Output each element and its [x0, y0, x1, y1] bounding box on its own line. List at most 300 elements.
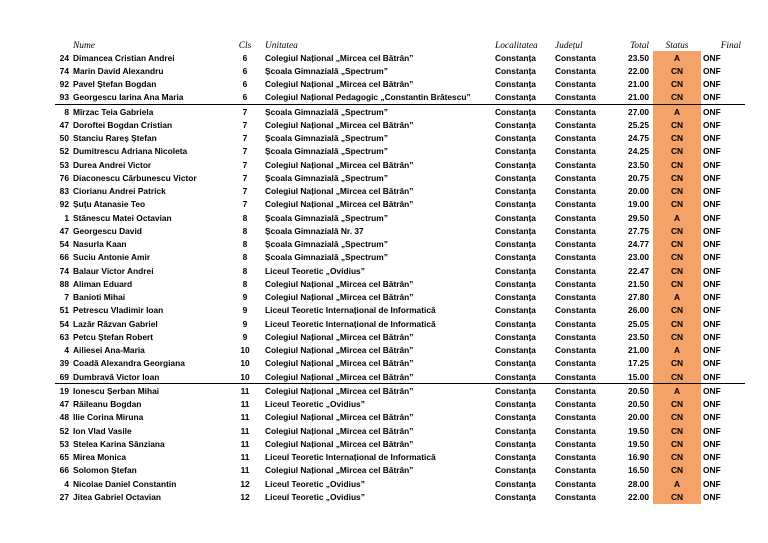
final-cell: ONF	[703, 371, 721, 382]
table-row	[55, 264, 745, 277]
status-badge: CN	[653, 264, 701, 277]
school-cell: Școala Gimnazială Nr. 37	[265, 225, 364, 236]
table-row	[55, 132, 745, 145]
final-cell: ONF	[703, 119, 721, 130]
name-cell: Răileanu Bogdan	[73, 399, 142, 410]
total-cell: 23.50	[628, 331, 649, 342]
name-cell: Georgescu David	[73, 225, 142, 236]
rank-cell: 27	[59, 491, 69, 502]
status-badge: CN	[653, 464, 701, 477]
rank-cell: 4	[64, 478, 69, 489]
name-cell: Șuțu Atanasie Teo	[73, 199, 146, 210]
school-cell: Liceul Teoretic „Ovidius”	[265, 399, 365, 410]
total-cell: 21.50	[628, 278, 649, 289]
rank-cell: 54	[59, 318, 69, 329]
locality-cell: Constanța	[495, 79, 536, 90]
class-cell: 7	[242, 159, 248, 170]
name-cell: Solomon Ștefan	[73, 465, 137, 476]
school-cell: Liceul Teoretic Internațional de Informatică	[265, 318, 436, 329]
locality-cell: Constanța	[495, 345, 536, 356]
school-cell: Colegiul Național „Mircea cel Bătrân”	[265, 186, 414, 197]
status-badge: A	[653, 51, 701, 64]
name-cell: Durea Andrei Victor	[73, 159, 152, 170]
rank-cell: 4	[64, 345, 69, 356]
county-cell: Constanta	[555, 318, 596, 329]
name-cell: Marin David Alexandru	[73, 65, 164, 76]
total-cell: 23.50	[628, 159, 649, 170]
table-row	[55, 158, 745, 171]
class-cell: 10	[240, 371, 250, 382]
county-cell: Constanta	[555, 358, 596, 369]
rank-cell: 51	[59, 305, 69, 316]
status-badge: CN	[653, 238, 701, 251]
class-cell: 11	[240, 412, 250, 423]
status-badge: CN	[653, 198, 701, 211]
total-cell: 24.75	[628, 133, 649, 144]
school-cell: Colegiul Național Pedagogic „Constantin Brătescu”	[265, 92, 471, 103]
final-cell: ONF	[703, 358, 721, 369]
status-badge: CN	[653, 330, 701, 343]
name-cell: Suciu Antonie Amir	[73, 252, 151, 263]
class-cell: 6	[242, 92, 248, 103]
table-row	[55, 64, 745, 77]
table-row	[55, 211, 745, 224]
final-cell: ONF	[703, 491, 721, 502]
final-cell: ONF	[703, 225, 721, 236]
class-cell: 7	[242, 146, 248, 157]
locality-cell: Constanța	[495, 225, 536, 236]
class-cell: 8	[242, 278, 248, 289]
class-cell: 9	[242, 305, 248, 316]
results-body	[55, 51, 745, 504]
rank-cell: 53	[59, 438, 69, 449]
name-cell: Coadă Alexandra Georgiana	[73, 358, 185, 369]
class-cell: 11	[240, 452, 250, 463]
table-row	[55, 51, 745, 64]
name-cell: Petrescu Vladimir Ioan	[73, 305, 164, 316]
locality-cell: Constanța	[495, 438, 536, 449]
rank-cell: 54	[59, 239, 69, 250]
name-cell: Ion Vlad Vasile	[73, 425, 132, 436]
county-cell: Constanta	[555, 212, 596, 223]
class-cell: 11	[225, 384, 265, 398]
school-cell: Școala Gimnazială „Spectrum”	[265, 146, 388, 157]
rank-cell: 66	[59, 252, 69, 263]
school-cell: Colegiul Național „Mircea cel Bătrân”	[265, 425, 414, 436]
county-cell: Constanta	[555, 491, 596, 502]
total-cell: 22.00	[628, 491, 649, 502]
table-row	[55, 291, 745, 304]
total-cell: 16.90	[628, 452, 649, 463]
locality-cell: Constanța	[495, 425, 536, 436]
locality-cell: Constanța	[495, 172, 536, 183]
county-cell: Constanta	[555, 412, 596, 423]
class-cell: 7	[242, 172, 248, 183]
rank-cell: 92	[59, 79, 69, 90]
table-row	[55, 451, 745, 464]
final-cell: ONF	[703, 133, 721, 144]
county-cell: Constanta	[555, 199, 596, 210]
total-cell: 20.50	[617, 384, 653, 398]
table-row	[55, 490, 745, 503]
school-cell: Colegiul Național „Mircea cel Bătrân”	[265, 292, 414, 303]
final-cell: ONF	[703, 146, 721, 157]
header-row	[55, 39, 745, 51]
rank-cell: 92	[59, 199, 69, 210]
status-badge: CN	[653, 91, 701, 105]
total-cell: 20.00	[628, 186, 649, 197]
name-cell: Pavel Ștefan Bogdan	[73, 79, 157, 90]
school-cell: Colegiul Național „Mircea cel Bătrân”	[265, 438, 414, 449]
name-cell: Dimancea Cristian Andrei	[73, 52, 175, 63]
county-cell: Constanta	[555, 331, 596, 342]
county-cell: Constanta	[555, 159, 596, 170]
name-cell: Doroftei Bogdan Cristian	[73, 119, 173, 130]
county-cell: Constanta	[555, 278, 596, 289]
final-cell: ONF	[701, 105, 745, 119]
rank-cell: 39	[59, 358, 69, 369]
status-badge: CN	[653, 64, 701, 77]
rank-cell: 74	[59, 265, 69, 276]
total-cell: 22.00	[628, 65, 649, 76]
school-cell: Colegiul Național „Mircea cel Bătrân”	[265, 384, 495, 398]
header-final: Final	[720, 41, 741, 51]
status-badge: CN	[653, 424, 701, 437]
school-cell: Colegiul Național „Mircea cel Bătrân”	[265, 199, 414, 210]
header-cls: Cls	[238, 41, 252, 51]
table-row	[55, 251, 745, 264]
locality-cell: Constanța	[495, 331, 536, 342]
final-cell: ONF	[701, 384, 745, 398]
county-cell: Constanta	[555, 133, 596, 144]
rank-cell: 52	[59, 146, 69, 157]
school-cell: Liceul Teoretic „Ovidius”	[265, 265, 365, 276]
rank-cell: 63	[59, 331, 69, 342]
final-cell: ONF	[703, 345, 721, 356]
final-cell: ONF	[703, 186, 721, 197]
school-cell: Colegiul Național „Mircea cel Bătrân”	[265, 119, 414, 130]
table-row	[55, 198, 745, 211]
status-badge: A	[653, 384, 701, 398]
final-cell: ONF	[703, 478, 721, 489]
rank-cell: 47	[59, 119, 69, 130]
locality-cell: Constanța	[495, 371, 536, 382]
final-cell: ONF	[703, 199, 721, 210]
locality-cell: Constanța	[495, 278, 536, 289]
table-row	[55, 145, 745, 158]
rank-cell: 83	[59, 186, 69, 197]
county-cell: Constanta	[555, 92, 596, 103]
name-cell: Ailiesei Ana-Maria	[73, 345, 145, 356]
class-cell: 9	[242, 318, 248, 329]
total-cell: 25.25	[628, 119, 649, 130]
name-cell: Diaconescu Cărbunescu Victor	[73, 172, 197, 183]
table-row	[55, 357, 745, 370]
table-row	[55, 304, 745, 317]
locality-cell: Constanța	[495, 452, 536, 463]
school-cell: Liceul Teoretic Internațional de Informatică	[265, 452, 436, 463]
locality-cell: Constanța	[495, 92, 536, 103]
county-cell: Constanta	[555, 239, 596, 250]
total-cell: 23.50	[628, 52, 649, 63]
locality-cell: Constanța	[495, 65, 536, 76]
total-cell: 29.50	[628, 212, 649, 223]
rank-cell: 66	[59, 465, 69, 476]
status-badge: CN	[653, 132, 701, 145]
status-badge: CN	[653, 437, 701, 450]
class-cell: 8	[242, 239, 248, 250]
locality-cell: Constanța	[495, 186, 536, 197]
table-row	[55, 424, 745, 437]
final-cell: ONF	[703, 452, 721, 463]
total-cell: 24.77	[628, 239, 649, 250]
class-cell: 8	[242, 252, 248, 263]
locality-cell: Constanța	[495, 465, 536, 476]
rank-cell: 65	[59, 452, 69, 463]
locality-cell: Constanța	[495, 146, 536, 157]
locality-cell: Constanța	[495, 133, 536, 144]
school-cell: Școala Gimnazială „Spectrum”	[265, 133, 388, 144]
school-cell: Școala Gimnazială „Spectrum”	[265, 252, 388, 263]
county-cell: Constanta	[555, 478, 596, 489]
class-cell: 10	[240, 345, 250, 356]
county-cell: Constanta	[555, 452, 596, 463]
table-row	[55, 118, 745, 131]
final-cell: ONF	[703, 412, 721, 423]
status-badge: CN	[653, 251, 701, 264]
school-cell: Colegiul Național „Mircea cel Bătrân”	[265, 331, 414, 342]
class-cell: 11	[240, 438, 250, 449]
county-cell: Constanta	[555, 146, 596, 157]
status-badge: A	[653, 105, 701, 119]
locality-cell: Constanța	[495, 318, 536, 329]
final-cell: ONF	[703, 172, 721, 183]
table-row	[55, 330, 745, 343]
rank-cell: 93	[59, 92, 69, 103]
status-badge: CN	[653, 317, 701, 330]
school-cell: Colegiul Național „Mircea cel Bătrân”	[265, 278, 414, 289]
total-cell: 16.50	[628, 465, 649, 476]
class-cell: 7	[242, 199, 248, 210]
total-cell: 19.00	[628, 199, 649, 210]
rank-cell: 48	[59, 412, 69, 423]
final-cell: ONF	[703, 52, 721, 63]
county-cell: Constanta	[555, 225, 596, 236]
county-cell: Constanta	[555, 305, 596, 316]
locality-cell: Constanța	[495, 292, 536, 303]
class-cell: 7	[225, 105, 265, 119]
county-cell: Constanta	[555, 172, 596, 183]
final-cell: ONF	[703, 265, 721, 276]
name-cell: Nasurla Kaan	[73, 239, 127, 250]
total-cell: 15.00	[628, 371, 649, 382]
name-cell: Ionescu Șerban Mihai	[73, 384, 225, 398]
status-badge: A	[653, 211, 701, 224]
final-cell: ONF	[703, 318, 721, 329]
name-cell: Mirea Monica	[73, 452, 127, 463]
name-cell: Balaur Victor Andrei	[73, 265, 154, 276]
locality-cell: Constanța	[495, 52, 536, 63]
final-cell: ONF	[703, 239, 721, 250]
class-cell: 7	[242, 186, 248, 197]
school-cell: Școala Gimnazială „Spectrum”	[265, 172, 388, 183]
table-row	[55, 105, 745, 119]
table-row	[55, 384, 745, 398]
status-badge: A	[653, 477, 701, 490]
final-cell: ONF	[703, 79, 721, 90]
final-cell: ONF	[703, 252, 721, 263]
table-row	[55, 277, 745, 290]
class-cell: 6	[242, 79, 248, 90]
name-cell: Mîrzac Teia Gabriela	[73, 105, 225, 119]
table-row	[55, 411, 745, 424]
school-cell: Colegiul Național „Mircea cel Bătrân”	[265, 159, 414, 170]
class-cell: 8	[242, 265, 248, 276]
total-cell: 25.05	[628, 318, 649, 329]
table-row	[55, 224, 745, 237]
total-cell: 19.50	[628, 425, 649, 436]
class-cell: 6	[242, 52, 248, 63]
status-badge: CN	[653, 185, 701, 198]
total-cell: 22.47	[628, 265, 649, 276]
total-cell: 20.00	[628, 412, 649, 423]
header-total: Total	[630, 41, 649, 51]
final-cell: ONF	[703, 438, 721, 449]
table-row	[55, 91, 745, 105]
total-cell: 27.00	[617, 105, 653, 119]
school-cell: Colegiul Național „Mircea cel Bătrân”	[265, 465, 414, 476]
name-cell: Banioti Mihai	[73, 292, 126, 303]
county-cell: Constanta	[555, 52, 596, 63]
county-cell: Constanta	[555, 186, 596, 197]
class-cell: 11	[240, 465, 250, 476]
table-row	[55, 398, 745, 411]
table-row	[55, 185, 745, 198]
rank-cell: 88	[59, 278, 69, 289]
final-cell: ONF	[703, 278, 721, 289]
school-cell: Școala Gimnazială „Spectrum”	[265, 105, 495, 119]
status-badge: A	[653, 344, 701, 357]
school-cell: Colegiul Național „Mircea cel Bătrân”	[265, 371, 414, 382]
status-badge: CN	[653, 277, 701, 290]
total-cell: 27.80	[628, 292, 649, 303]
final-cell: ONF	[703, 65, 721, 76]
school-cell: Colegiul Național „Mircea cel Bătrân”	[265, 345, 414, 356]
locality-cell: Constanța	[495, 412, 536, 423]
class-cell: 10	[240, 358, 250, 369]
status-badge: CN	[653, 411, 701, 424]
locality-cell: Constanța	[495, 399, 536, 410]
name-cell: Jitea Gabriel Octavian	[73, 491, 161, 502]
status-badge: CN	[653, 357, 701, 370]
final-cell: ONF	[703, 305, 721, 316]
rank-cell: 47	[59, 399, 69, 410]
total-cell: 27.75	[628, 225, 649, 236]
locality-cell: Constanța	[495, 305, 536, 316]
header-rank	[55, 39, 73, 51]
status-badge: A	[653, 291, 701, 304]
school-cell: Școala Gimnazială „Spectrum”	[265, 65, 388, 76]
table-row	[55, 238, 745, 251]
total-cell: 17.25	[628, 358, 649, 369]
class-cell: 7	[242, 119, 248, 130]
school-cell: Colegiul Național „Mircea cel Bătrân”	[265, 412, 414, 423]
school-cell: Colegiul Național „Mircea cel Bătrân”	[265, 52, 414, 63]
class-cell: 12	[240, 478, 250, 489]
final-cell: ONF	[703, 159, 721, 170]
county-cell: Constanta	[555, 119, 596, 130]
school-cell: Colegiul Național „Mircea cel Bătrân”	[265, 79, 414, 90]
name-cell: Aliman Eduard	[73, 278, 133, 289]
county-cell: Constanta	[555, 465, 596, 476]
class-cell: 12	[240, 491, 250, 502]
class-cell: 9	[242, 331, 248, 342]
class-cell: 8	[242, 212, 248, 223]
rank-cell: 52	[59, 425, 69, 436]
class-cell: 11	[240, 399, 250, 410]
header-localitatea: Localitatea	[495, 41, 538, 51]
final-cell: ONF	[703, 331, 721, 342]
locality-cell: Constanța	[495, 159, 536, 170]
table-row	[55, 317, 745, 330]
county-cell: Constanta	[555, 65, 596, 76]
table-row	[55, 477, 745, 490]
name-cell: Stănescu Matei Octavian	[73, 212, 172, 223]
locality-cell: Constanța	[495, 252, 536, 263]
name-cell: Nicolae Daniel Constantin	[73, 478, 177, 489]
final-cell: ONF	[703, 399, 721, 410]
locality-cell: Constanța	[495, 119, 536, 130]
name-cell: Petcu Ștefan Robert	[73, 331, 154, 342]
status-badge: CN	[653, 304, 701, 317]
rank-cell: 76	[59, 172, 69, 183]
table-row	[55, 344, 745, 357]
class-cell: 9	[242, 292, 248, 303]
status-badge: CN	[653, 171, 701, 184]
class-cell: 8	[242, 225, 248, 236]
locality-cell: Constanța	[495, 384, 555, 398]
school-cell: Liceul Teoretic „Ovidius”	[265, 491, 365, 502]
county-cell: Constanta	[555, 252, 596, 263]
class-cell: 7	[242, 133, 248, 144]
rank-cell: 19	[55, 384, 73, 398]
total-cell: 26.00	[628, 305, 649, 316]
name-cell: Georgescu Iarina Ana Maria	[73, 92, 184, 103]
class-cell: 6	[242, 65, 248, 76]
total-cell: 20.50	[628, 399, 649, 410]
county-cell: Constanta	[555, 384, 617, 398]
results-table	[55, 39, 745, 504]
table-row	[55, 78, 745, 91]
rank-cell: 7	[64, 292, 69, 303]
table-row	[55, 370, 745, 384]
final-cell: ONF	[703, 212, 721, 223]
final-cell: ONF	[703, 465, 721, 476]
total-cell: 21.00	[628, 92, 649, 103]
status-badge: CN	[653, 224, 701, 237]
name-cell: Lazăr Răzvan Gabriel	[73, 318, 158, 329]
total-cell: 23.00	[628, 252, 649, 263]
county-cell: Constanta	[555, 438, 596, 449]
county-cell: Constanta	[555, 265, 596, 276]
rank-cell: 47	[59, 225, 69, 236]
total-cell: 20.75	[628, 172, 649, 183]
status-badge: CN	[653, 158, 701, 171]
locality-cell: Constanța	[495, 478, 536, 489]
table-row	[55, 464, 745, 477]
header-unitatea: Unitatea	[265, 41, 298, 51]
county-cell: Constanta	[555, 292, 596, 303]
